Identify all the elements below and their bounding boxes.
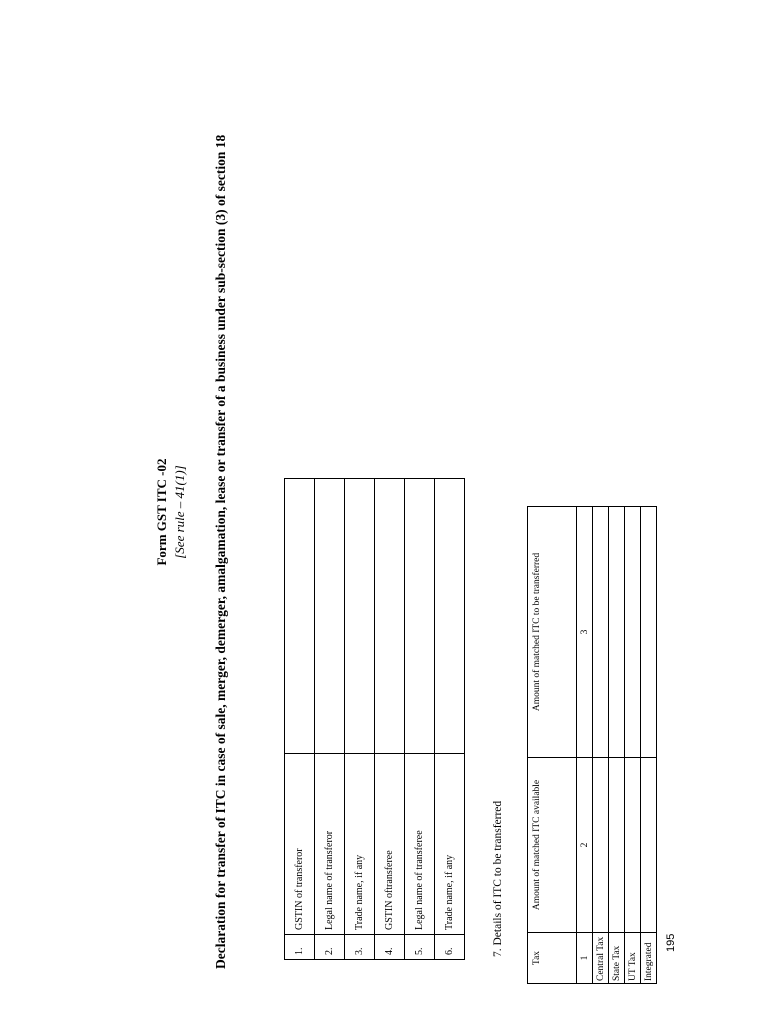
row-label: Trade name, if any bbox=[435, 754, 465, 935]
header-row bbox=[528, 507, 577, 984]
tax-type-label: UT Tax bbox=[625, 933, 641, 984]
transferred-cell[interactable] bbox=[593, 507, 609, 758]
form-subtitle: [See rule – 41(1)] bbox=[172, 465, 187, 559]
table-row bbox=[435, 479, 465, 960]
transferred-cell[interactable] bbox=[625, 507, 641, 758]
col-number: 2 bbox=[577, 758, 593, 933]
row-label: GSTIN oftransferee bbox=[375, 754, 405, 935]
row-number: 1. bbox=[285, 935, 315, 960]
row-value[interactable] bbox=[285, 479, 315, 754]
row-number: 2. bbox=[315, 935, 345, 960]
tax-type-label: State Tax bbox=[609, 933, 625, 984]
row-label: Legal name of transferor bbox=[315, 754, 345, 935]
itc-table bbox=[527, 506, 657, 984]
row-number: 3. bbox=[345, 935, 375, 960]
row-label: GSTIN of transferor bbox=[285, 754, 315, 935]
table-row bbox=[345, 479, 375, 960]
row-value[interactable] bbox=[345, 479, 375, 754]
tax-type-label: Integrated bbox=[641, 933, 657, 984]
col-header-available: Amount of matched ITC available bbox=[528, 758, 577, 933]
row-label: Legal name of transferee bbox=[405, 754, 435, 935]
available-cell[interactable] bbox=[593, 758, 609, 933]
details-table bbox=[284, 478, 465, 960]
page-number: 195 bbox=[665, 933, 677, 952]
table-row bbox=[641, 507, 657, 984]
declaration-heading: Declaration for transfer of ITC in case of sale, merger, demerger, amalgamation, lease or transfer of a business under sub-section (3) of section 18 bbox=[213, 134, 228, 969]
col-header-tax: Tax bbox=[528, 933, 577, 984]
transferred-cell[interactable] bbox=[641, 507, 657, 758]
available-cell[interactable] bbox=[641, 758, 657, 933]
transferred-cell[interactable] bbox=[609, 507, 625, 758]
table-row bbox=[315, 479, 345, 960]
row-value[interactable] bbox=[375, 479, 405, 754]
row-number: 4. bbox=[375, 935, 405, 960]
row-value[interactable] bbox=[315, 479, 345, 754]
available-cell[interactable] bbox=[625, 758, 641, 933]
row-number: 6. bbox=[435, 935, 465, 960]
table-row bbox=[593, 507, 609, 984]
row-label: Trade name, if any bbox=[345, 754, 375, 935]
col-number: 1 bbox=[577, 933, 593, 984]
itc-section-heading: 7. Details of ITC to be transferred bbox=[492, 800, 504, 957]
column-number-row bbox=[577, 507, 593, 984]
table-row bbox=[625, 507, 641, 984]
table-row bbox=[285, 479, 315, 960]
row-value[interactable] bbox=[435, 479, 465, 754]
table-row bbox=[609, 507, 625, 984]
tax-type-label: Central Tax bbox=[593, 933, 609, 984]
available-cell[interactable] bbox=[609, 758, 625, 933]
col-header-transferred: Amount of matched ITC to be transferred bbox=[528, 507, 577, 758]
row-number: 5. bbox=[405, 935, 435, 960]
table-row bbox=[375, 479, 405, 960]
table-row bbox=[405, 479, 435, 960]
row-value[interactable] bbox=[405, 479, 435, 754]
col-number: 3 bbox=[577, 507, 593, 758]
form-title: Form GST ITC -02 bbox=[154, 458, 169, 566]
